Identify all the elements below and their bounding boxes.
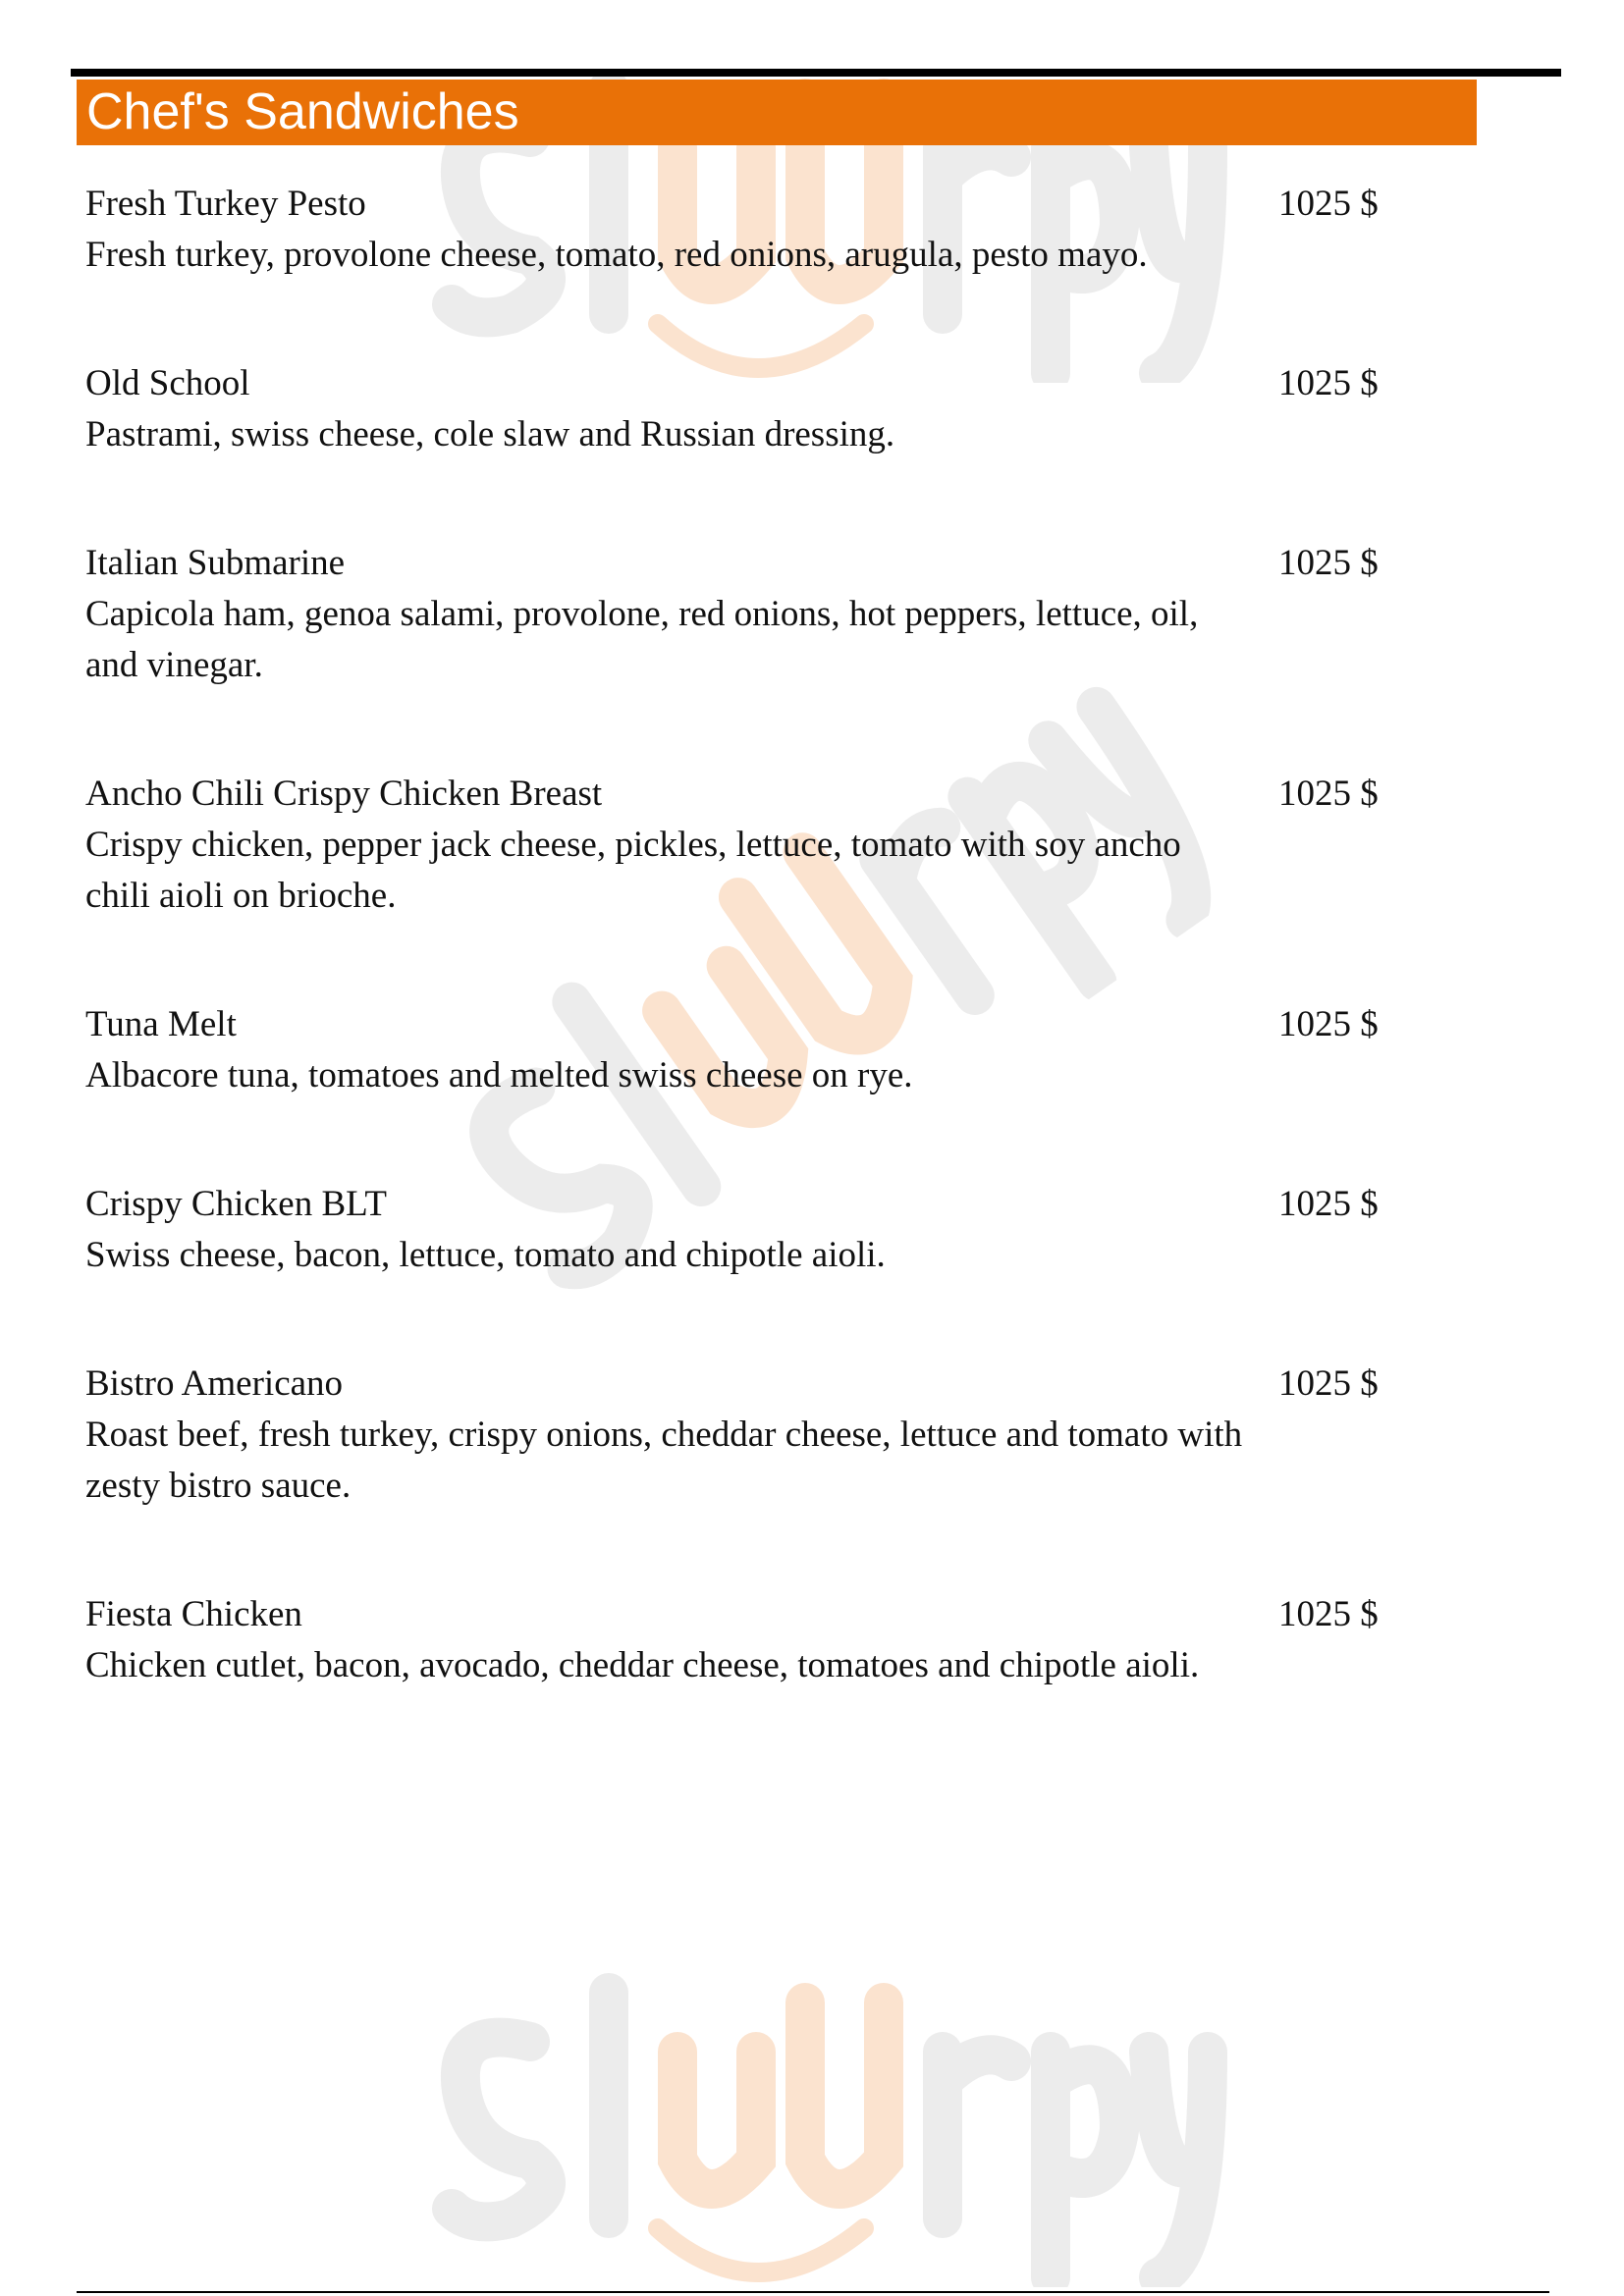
menu-item xyxy=(85,1589,1480,1691)
top-rule xyxy=(71,69,1561,77)
item-price: 1025 $ xyxy=(1278,1594,1379,1634)
item-description: Chicken cutlet, bacon, avocado, cheddar cheese, tomatoes and chipotle aioli. xyxy=(85,1645,1200,1685)
section-header xyxy=(77,80,1477,145)
section-title: Chef's Sandwiches xyxy=(86,83,519,140)
item-price: 1025 $ xyxy=(1278,774,1379,814)
item-price: 1025 $ xyxy=(1278,184,1379,224)
item-name: Old School xyxy=(85,363,250,403)
menu-item xyxy=(85,769,1480,922)
item-price: 1025 $ xyxy=(1278,1184,1379,1224)
item-name: Italian Submarine xyxy=(85,543,346,583)
menu-item xyxy=(85,999,1480,1101)
menu-item xyxy=(85,179,1480,281)
item-description: Pastrami, swiss cheese, cole slaw and Russian dressing. xyxy=(85,414,895,454)
bottom-rule xyxy=(77,2291,1549,2293)
item-description: Swiss cheese, bacon, lettuce, tomato and chipotle aioli. xyxy=(85,1235,886,1275)
item-description: Capicola ham, genoa salami, provolone, red onions, hot peppers, lettuce, oil, and vinegar. xyxy=(85,594,1199,685)
item-name: Crispy Chicken BLT xyxy=(85,1184,387,1224)
item-price: 1025 $ xyxy=(1278,543,1379,583)
item-name: Fiesta Chicken xyxy=(85,1594,302,1634)
menu-item xyxy=(85,1179,1480,1281)
item-description: Albacore tuna, tomatoes and melted swiss cheese on rye. xyxy=(85,1055,913,1095)
item-name: Fresh Turkey Pesto xyxy=(85,184,366,224)
menu-list xyxy=(85,179,1480,1769)
item-name: Ancho Chili Crispy Chicken Breast xyxy=(85,774,603,814)
item-description: Roast beef, fresh turkey, crispy onions, cheddar cheese, lettuce and tomato with zesty bistro sauce. xyxy=(85,1415,1243,1506)
watermark-logo xyxy=(412,1963,1237,2287)
item-description: Fresh turkey, provolone cheese, tomato, red onions, arugula, pesto mayo. xyxy=(85,235,1148,275)
item-price: 1025 $ xyxy=(1278,363,1379,403)
item-name: Bistro Americano xyxy=(85,1363,344,1404)
menu-item xyxy=(85,358,1480,460)
menu-item xyxy=(85,538,1480,691)
item-name: Tuna Melt xyxy=(85,1004,237,1044)
item-price: 1025 $ xyxy=(1278,1363,1379,1404)
item-description: Crispy chicken, pepper jack cheese, pickles, lettuce, tomato with soy ancho chili aioli on brioche. xyxy=(85,825,1181,916)
menu-item xyxy=(85,1359,1480,1512)
item-price: 1025 $ xyxy=(1278,1004,1379,1044)
